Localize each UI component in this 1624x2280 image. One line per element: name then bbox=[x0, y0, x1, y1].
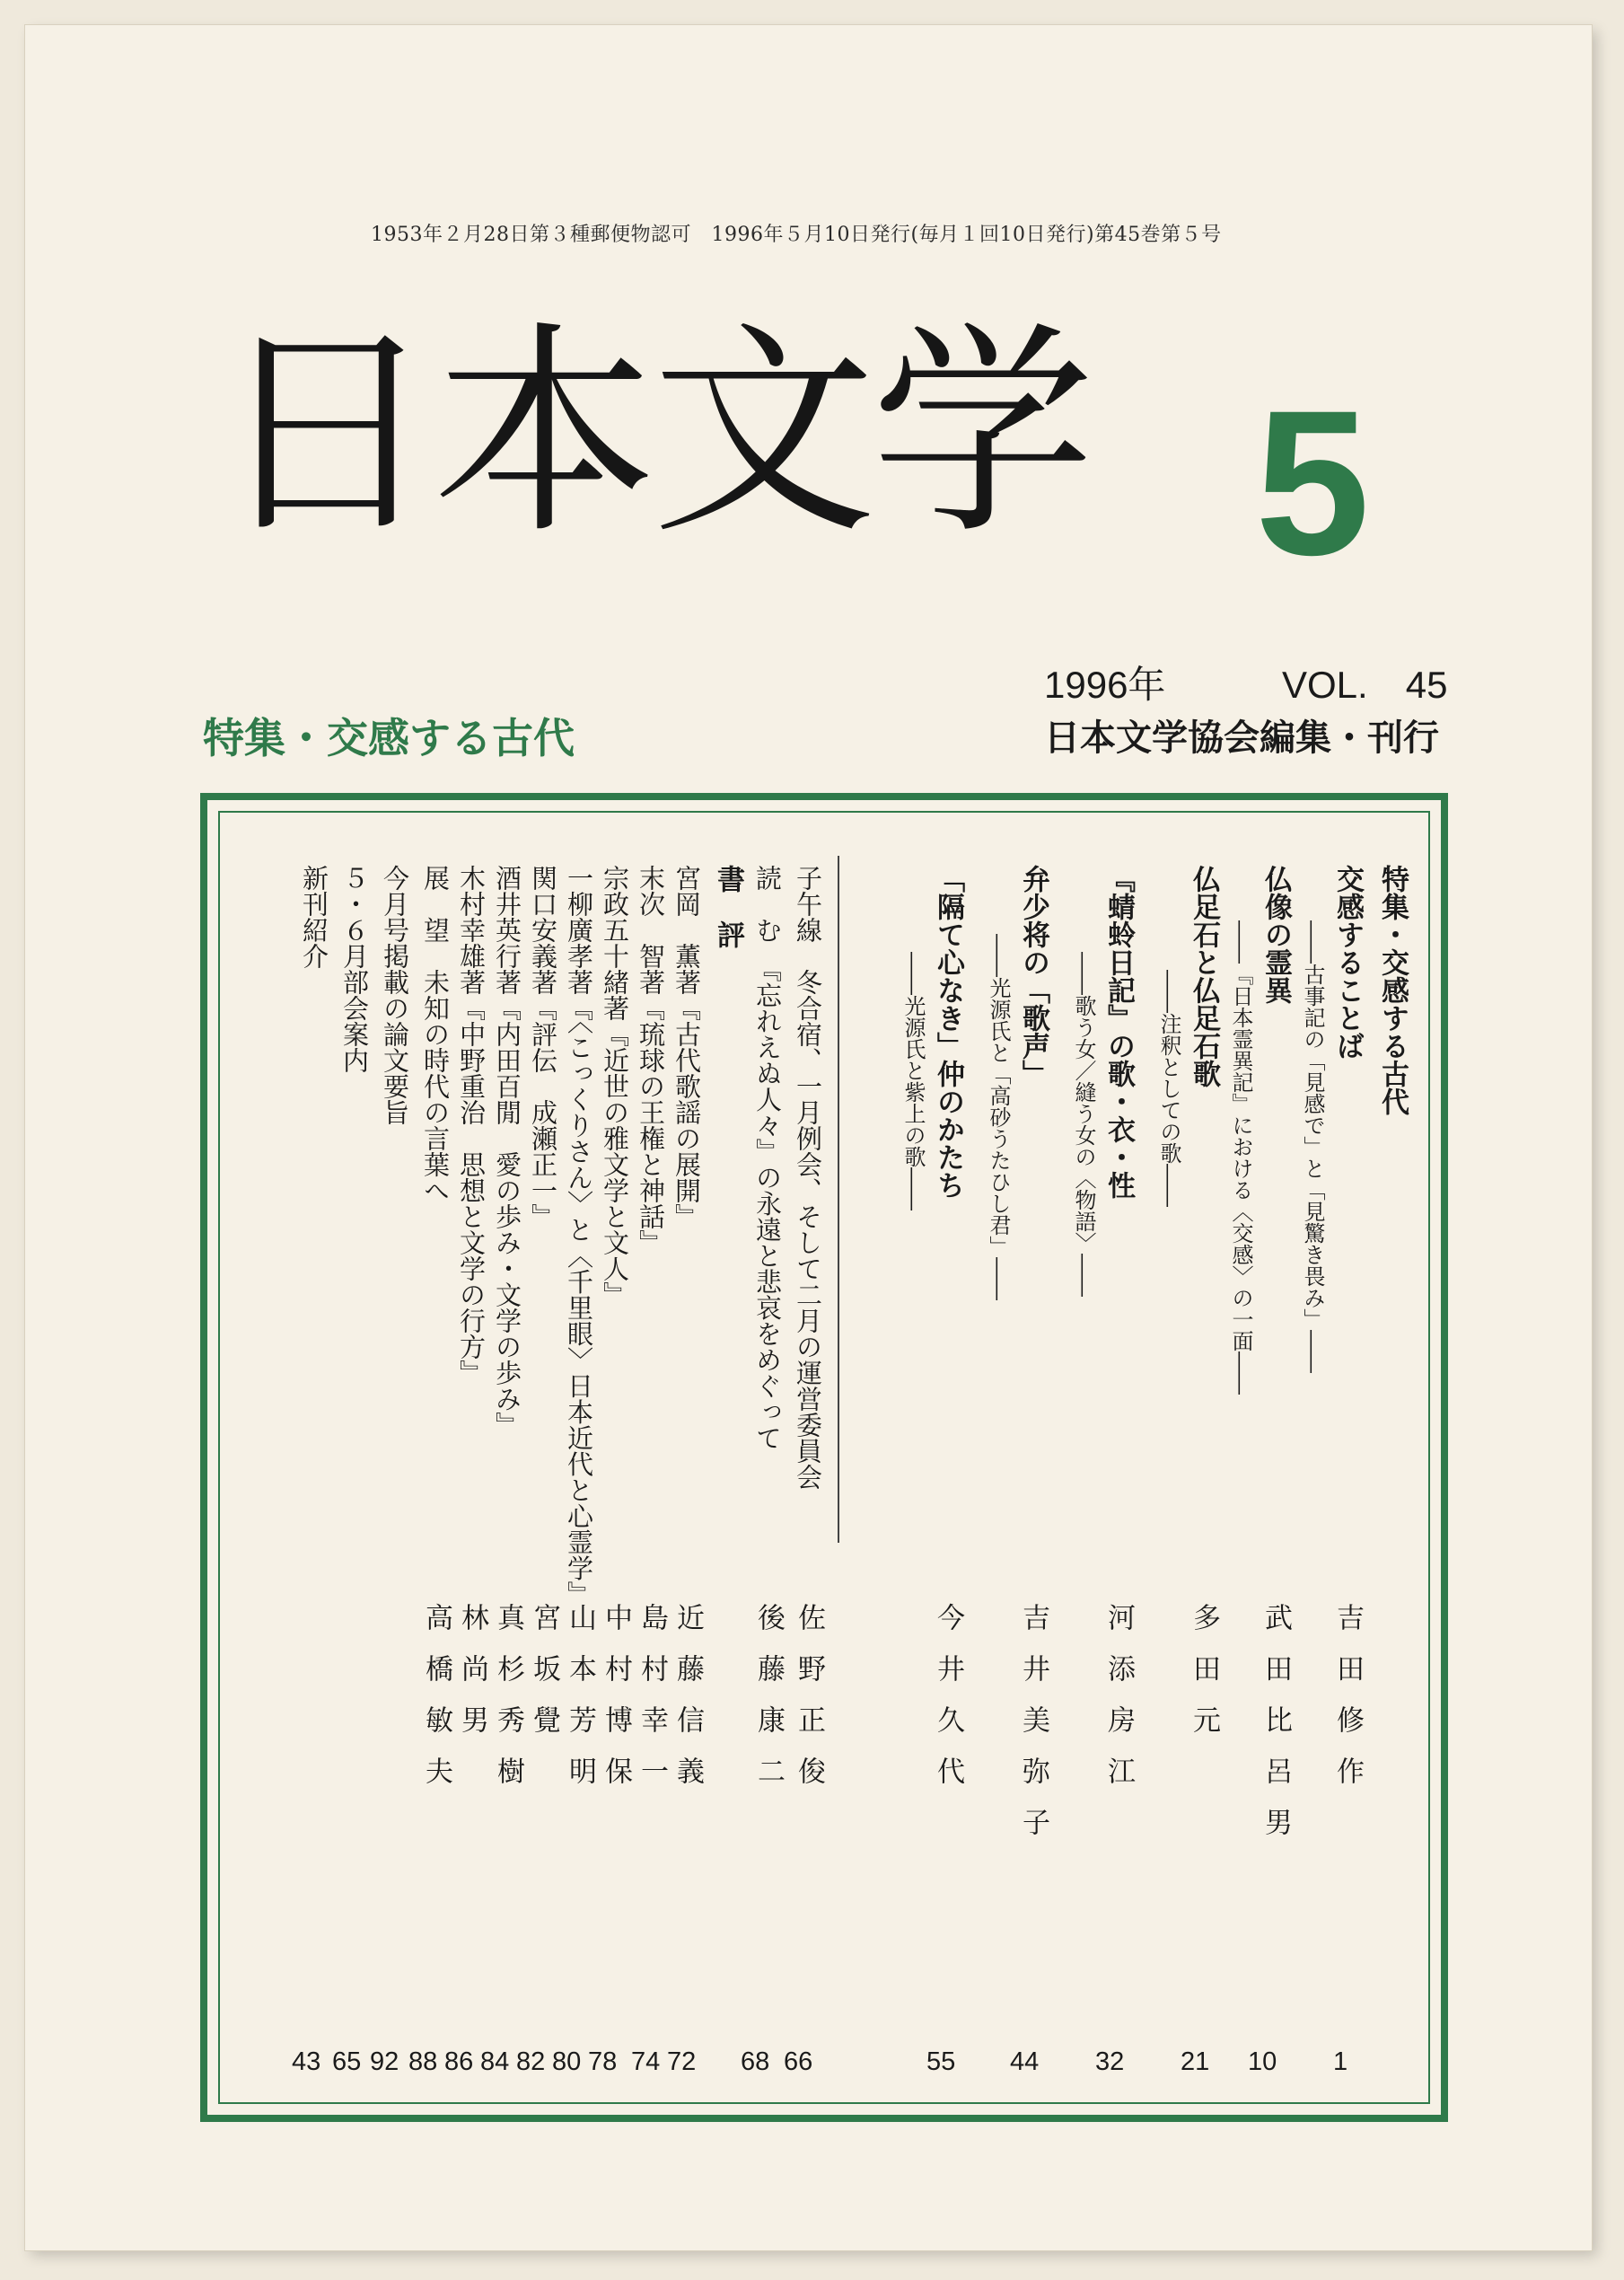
year: 1996年 bbox=[1044, 664, 1166, 706]
toc-author: 山本芳明 bbox=[564, 1603, 596, 1808]
toc-page: 1 bbox=[1333, 2047, 1348, 2076]
toc-page: 21 bbox=[1181, 2047, 1210, 2076]
toc-title: 読 む 『忘れえぬ人々』の永遠と悲哀をめぐって bbox=[752, 865, 783, 1451]
toc-page: 84 bbox=[480, 2047, 510, 2076]
toc-author: 高橋敏夫 bbox=[420, 1603, 452, 1808]
toc-page: 43 bbox=[292, 2047, 321, 2076]
toc-title: 弁少将の「歌声」 bbox=[1017, 865, 1049, 1087]
toc-page: 82 bbox=[516, 2047, 546, 2076]
publisher: 日本文学協会編集・刊行 bbox=[1044, 717, 1439, 759]
toc-subtitle: ――『日本霊異記』における〈交感〉の一面―― bbox=[1228, 920, 1253, 1395]
section-divider bbox=[838, 856, 839, 1543]
toc-subtitle: ――古事記の「見感で」と「見驚き畏み」―― bbox=[1300, 920, 1325, 1373]
toc-author: 佐野正俊 bbox=[793, 1603, 825, 1808]
toc-title: 特集・交感する古代 bbox=[1376, 865, 1409, 1115]
toc-title: 仏像の霊異 bbox=[1260, 865, 1292, 1004]
toc-page: 10 bbox=[1248, 2047, 1277, 2076]
toc-title: ５・６月部会案内 bbox=[339, 865, 370, 1073]
toc-title: 酒井英行著『内田百閒 愛の歩み・文学の歩み』 bbox=[492, 865, 522, 1438]
volume: VOL. 45 bbox=[1282, 664, 1448, 706]
toc-title: 書 評 bbox=[712, 865, 744, 948]
table-of-contents bbox=[200, 793, 1448, 2122]
toc-author: 宮坂覺 bbox=[528, 1603, 560, 1756]
postal-notice: 1953年２月28日第３種郵便物認可 1996年５月10日発行(毎月１回10日発行)第45巻第５号 bbox=[371, 224, 1222, 246]
toc-author: 吉井美弥子 bbox=[1017, 1603, 1049, 1859]
toc-title: 『蜻蛉日記』の歌・衣・性 bbox=[1102, 865, 1135, 1199]
toc-subtitle: ――注釈としての歌―― bbox=[1156, 970, 1181, 1207]
toc-title: 今月号掲載の論文要旨 bbox=[380, 865, 410, 1125]
toc-author: 真杉秀樹 bbox=[492, 1603, 524, 1808]
toc-page: 72 bbox=[667, 2047, 697, 2076]
journal-cover bbox=[25, 25, 1592, 2250]
toc-inner-border bbox=[218, 811, 1430, 2104]
toc-author: 多田元 bbox=[1188, 1603, 1220, 1756]
toc-page: 68 bbox=[741, 2047, 770, 2076]
toc-author: 後藤康二 bbox=[752, 1603, 785, 1808]
feature-heading: 特集・交感する古代 bbox=[203, 714, 575, 762]
toc-subtitle: ――光源氏と「高砂うたひし君」―― bbox=[986, 934, 1011, 1300]
toc-page: 66 bbox=[784, 2047, 813, 2076]
toc-subtitle: ――光源氏と紫上の歌―― bbox=[900, 952, 926, 1210]
toc-page: 78 bbox=[588, 2047, 618, 2076]
toc-page: 44 bbox=[1010, 2047, 1040, 2076]
toc-author: 吉田修作 bbox=[1331, 1603, 1364, 1808]
toc-author: 武田比呂男 bbox=[1260, 1603, 1292, 1859]
toc-author: 今井久代 bbox=[932, 1603, 964, 1808]
toc-title: 末次 智著『琉球の王権と神話』 bbox=[636, 865, 666, 1255]
toc-title: 一柳廣孝著『〈こっくりさん〉と〈千里眼〉日本近代と心霊学』 bbox=[564, 865, 594, 1607]
journal-title: 日本文学 bbox=[214, 303, 1090, 564]
toc-author: 中村博保 bbox=[600, 1603, 632, 1808]
toc-subtitle: ――歌う女／縫う女の〈物語〉―― bbox=[1071, 952, 1096, 1297]
toc-author: 河添房江 bbox=[1102, 1603, 1135, 1808]
toc-page: 92 bbox=[370, 2047, 399, 2076]
issue-number: 5 bbox=[1255, 367, 1370, 598]
toc-title: 宗政五十緒著『近世の雅文学と文人』 bbox=[600, 865, 630, 1307]
toc-title: 新刊紹介 bbox=[299, 865, 329, 969]
toc-page: 55 bbox=[926, 2047, 956, 2076]
toc-title: 子午線 冬合宿、一月例会、そして二月の運営委員会 bbox=[793, 865, 823, 1490]
toc-title: 仏足石と仏足石歌 bbox=[1188, 865, 1220, 1087]
toc-author: 島村幸一 bbox=[636, 1603, 668, 1808]
toc-page: 32 bbox=[1095, 2047, 1125, 2076]
toc-title: 展 望 未知の時代の言葉へ bbox=[420, 865, 451, 1203]
toc-author: 近藤信義 bbox=[672, 1603, 704, 1808]
toc-page: 65 bbox=[332, 2047, 362, 2076]
toc-title: 関口安義著『評伝 成瀬正一』 bbox=[528, 865, 558, 1229]
toc-title: 木村幸雄著『中野重治 思想と文学の行方』 bbox=[456, 865, 487, 1386]
toc-author: 林尚男 bbox=[456, 1603, 488, 1756]
year-volume bbox=[1044, 656, 1448, 709]
toc-page: 88 bbox=[408, 2047, 438, 2076]
toc-title: 交感することば bbox=[1331, 865, 1364, 1060]
toc-page: 86 bbox=[444, 2047, 474, 2076]
toc-title: 「隔て心なき」仲のかたち bbox=[932, 865, 964, 1199]
toc-page: 80 bbox=[552, 2047, 582, 2076]
toc-page: 74 bbox=[631, 2047, 661, 2076]
toc-title: 宮岡 薫著『古代歌謡の展開』 bbox=[672, 865, 702, 1229]
